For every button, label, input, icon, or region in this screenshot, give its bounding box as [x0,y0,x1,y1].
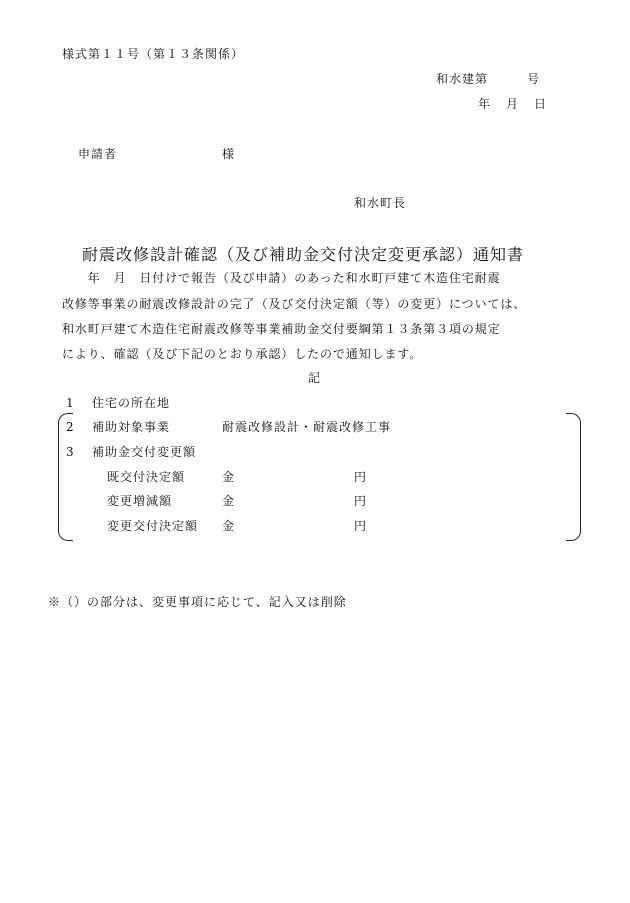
document-title: 耐震改修設計確認（及び補助金交付決定変更承認）通知書 [82,245,525,264]
amount-3-kin: 金 [222,519,236,533]
amount-1-kin: 金 [222,470,236,484]
amount-3-label: 変更交付決定額 [107,519,199,533]
body-line-1: 年 月 日付けで報告（及び申請）のあった和水町戸建て木造住宅耐震 [62,271,501,285]
amount-1-label: 既交付決定額 [107,470,186,484]
body-line-2: 改修等事業の耐震改修設計の完了（及び交付決定額（等）の変更）については、 [62,297,527,311]
amount-2-label: 変更増減額 [107,494,173,508]
amount-3-yen: 円 [354,519,368,533]
body-line-4: により、確認（及び下記のとおり承認）したので通知します。 [62,347,423,361]
item-3-label: 補助金交付変更額 [92,445,197,459]
document-number: 和水建第 号 [436,72,541,86]
document-date: 年 月 日 [478,97,549,111]
item-2-number: 2 [66,420,75,434]
applicant-label: 申請者 [78,147,118,161]
form-number-label: 様式第１１号（第１３条関係） [62,47,245,61]
issuer-name: 和水町長 [354,196,407,210]
item-1-label: 住宅の所在地 [92,396,171,410]
item-2-value: 耐震改修設計・耐震改修工事 [222,420,392,434]
applicant-suffix: 様 [222,147,236,161]
right-bracket [566,413,581,541]
amount-2-kin: 金 [222,494,236,508]
item-1-number: 1 [66,396,75,410]
item-3-number: 3 [66,445,75,459]
body-line-3: 和水町戸建て木造住宅耐震改修等事業補助金交付要綱第１３条第３項の規定 [62,322,501,336]
item-2-label: 補助対象事業 [92,420,171,434]
ki-heading: 記 [308,371,322,385]
amount-1-yen: 円 [354,470,368,484]
footnote: ※（）の部分は、変更事項に応じて、記入又は削除 [48,595,347,609]
amount-2-yen: 円 [354,494,368,508]
